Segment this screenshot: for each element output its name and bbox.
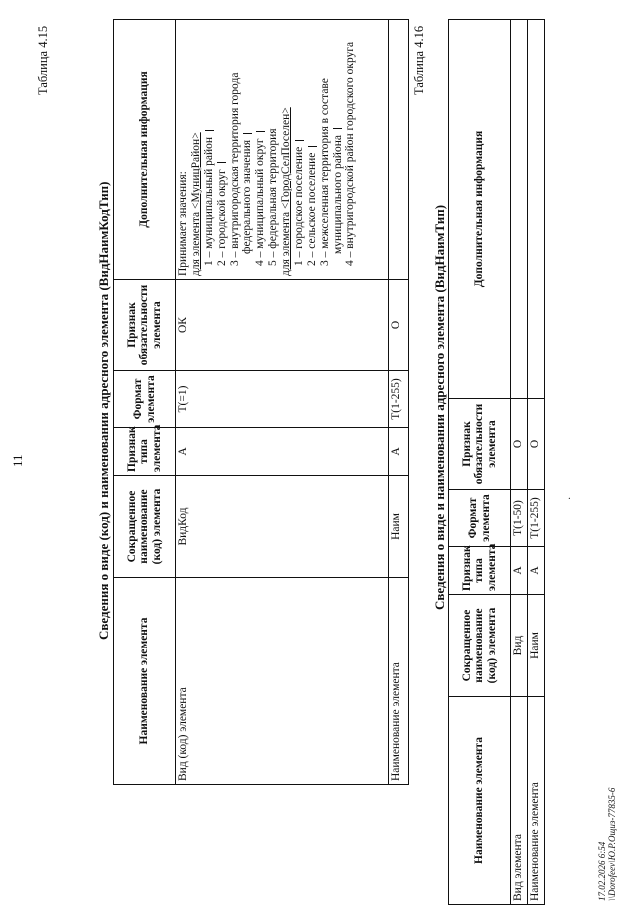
table2-header-format: Формат элемента — [449, 490, 511, 547]
table1-header-type: Признак типа элемента — [114, 428, 176, 476]
info-intro: Принимает значения: — [177, 171, 189, 276]
table1-header-info: Дополнительная информация — [114, 20, 176, 280]
stray-mark: · — [565, 496, 576, 500]
table2-cell-info — [511, 20, 528, 399]
table2-header-type: Признак типа элемента — [449, 547, 511, 595]
table1-cell-name: Наименование элемента — [389, 578, 409, 785]
table2-cell-type: А — [528, 547, 545, 595]
table2-cell-format: T(1-255) — [528, 490, 545, 547]
table1-header-format: Формат элемента — [114, 371, 176, 428]
table1-cell-type: А — [176, 428, 389, 476]
table1-title: Сведения о виде (код) и наименовании адресного элемента (ВидНаимКодТип) — [96, 181, 111, 640]
table2-caption: Таблица 4.16 — [412, 25, 426, 95]
table2-cell-format: T(1-50) — [511, 490, 528, 547]
table2-header-required: Признак обязательности элемента — [449, 399, 511, 490]
table1-cell-code: Наим — [389, 476, 409, 578]
info-line: 1 – муниципальный район — [203, 23, 216, 276]
table2-cell-name: Наименование элемента — [528, 697, 545, 905]
table1-cell-required: О — [389, 280, 409, 371]
table2-cell-code: Наим — [528, 595, 545, 697]
table-row — [511, 20, 528, 905]
table2-cell-required: О — [511, 399, 528, 490]
info-line: 3 – межселенная территория в составе — [318, 78, 331, 266]
table1-cell-code: ВидКод — [176, 476, 389, 578]
info-line: 2 – городской округ — [216, 23, 229, 276]
table2-header-name: Наименование элемента — [449, 697, 511, 905]
footnote-path: \\Dorofeev\Ю.Р.Ощиз-77835-6 — [607, 787, 618, 901]
table2-header-code: Сокращенное наименование (код) элемента — [449, 595, 511, 697]
footnote — [597, 788, 618, 901]
info-line: 3 – внутригородская территория города — [228, 72, 241, 266]
bar-mark — [308, 146, 317, 147]
table1-header-name: Наименование элемента — [114, 578, 176, 785]
table1-cell-type: А — [389, 428, 409, 476]
table1-header-code: Сокращенное наименование (код) элемента — [114, 476, 176, 578]
page-number: 11 — [10, 454, 25, 467]
info-line: федерального значения — [241, 23, 254, 276]
table2-cell-required: О — [528, 399, 545, 490]
table-row — [528, 20, 545, 905]
table1-header-required: Признак обязательности элемента — [114, 280, 176, 371]
table1-cell-name: Вид (код) элемента — [176, 578, 389, 785]
table-row — [176, 20, 389, 785]
table2-cell-name: Вид элемента — [511, 697, 528, 905]
table1-cell-info — [176, 20, 389, 280]
table2-cell-type: А — [511, 547, 528, 595]
table2-header-info: Дополнительная информация — [449, 20, 511, 399]
info-line: 4 – внутригородской район городского округа — [344, 41, 357, 266]
table1-caption: Таблица 4.15 — [36, 25, 50, 95]
info-line: 4 – муниципальный округ — [254, 23, 267, 276]
table1-cell-required: ОК — [176, 280, 389, 371]
table1-cell-info — [389, 20, 409, 280]
table1-header-row — [114, 20, 176, 785]
bar-mark — [243, 133, 252, 134]
info-group1-title: для элемента <МуницРайон> — [189, 132, 202, 276]
info-group2-title: для элемента <ГородСелПоселен> — [280, 107, 292, 276]
bar-mark — [217, 162, 226, 163]
table1 — [113, 19, 409, 785]
bar-mark — [333, 128, 342, 129]
table1-cell-format: T(1-255) — [389, 371, 409, 428]
info-line: 5 – федеральная территория — [267, 128, 280, 266]
info-line: 2 – сельское поселение — [306, 23, 319, 276]
bar-mark — [295, 140, 304, 141]
bar-mark — [256, 131, 265, 132]
footnote-date: 17.02.2026 6:54 — [597, 841, 607, 901]
table2-title: Сведения о виде и наименовании адресного элемента (ВидНаимТип) — [432, 204, 447, 610]
table1-cell-format: T(=1) — [176, 371, 389, 428]
table2-cell-code: Вид — [511, 595, 528, 697]
table2 — [448, 19, 545, 905]
bar-mark — [205, 130, 214, 131]
table2-cell-info — [528, 20, 545, 399]
table2-header-row — [449, 20, 511, 905]
table-row — [389, 20, 409, 785]
info-line: муниципального района — [332, 23, 345, 276]
info-line: 1 – городское поселение — [293, 23, 306, 276]
